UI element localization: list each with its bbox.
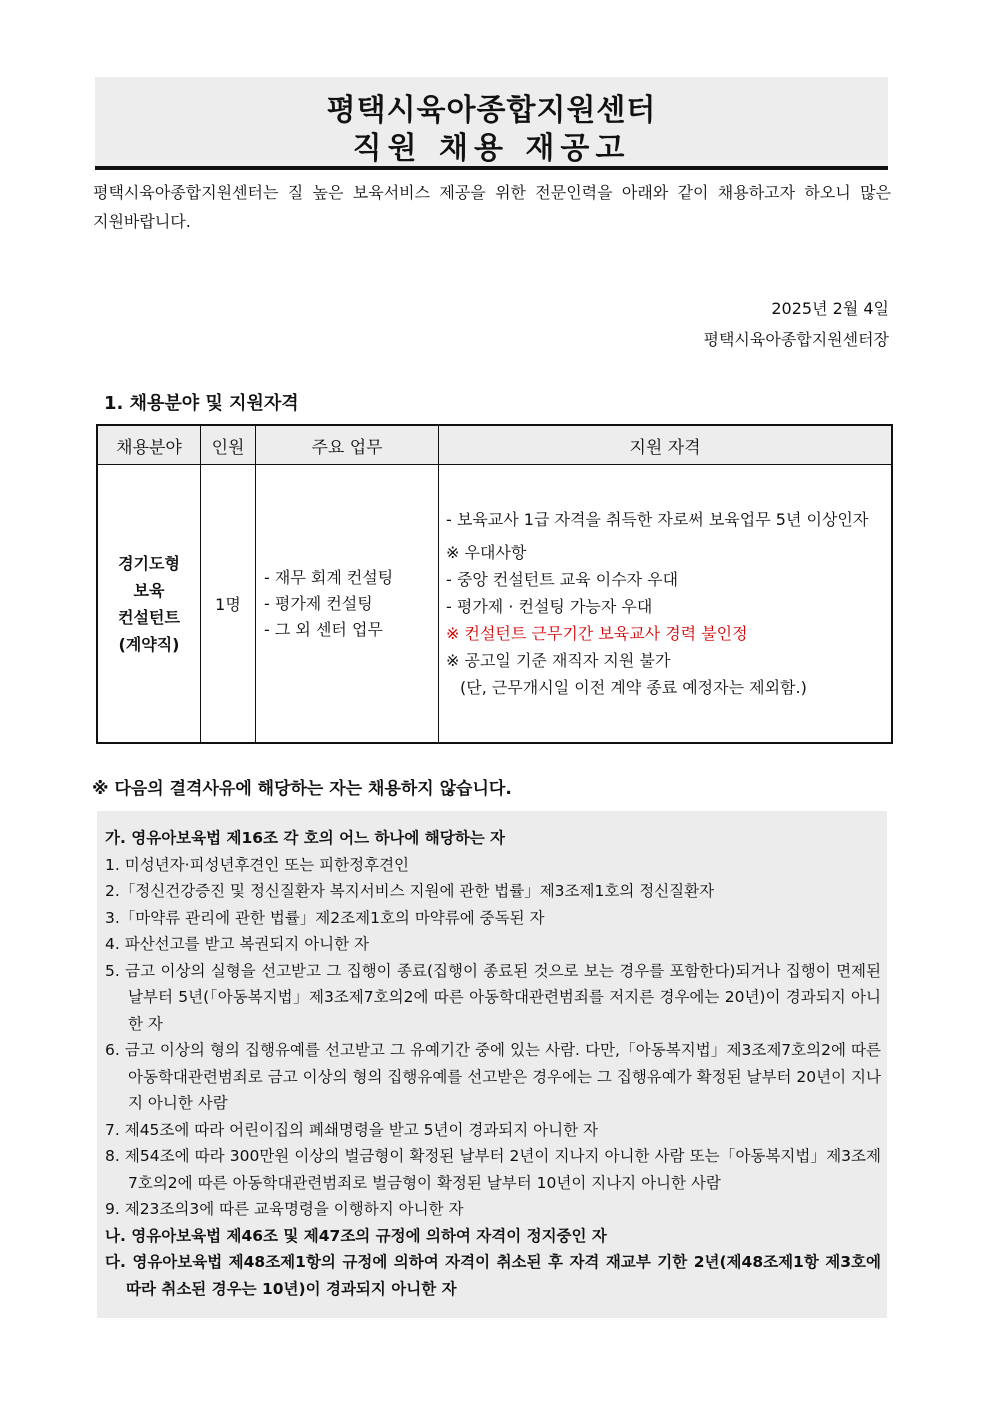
- duty-item: - 재무 회계 컨설팅: [264, 567, 394, 587]
- field-line: 컨설턴트: [118, 607, 180, 627]
- list-item: 2.「정신건강증진 및 정신질환자 복지서비스 지원에 관한 법률」제3조제1호의 정신질환자: [105, 882, 715, 900]
- list-item: 8. 제54조에 따라 300만원 이상의 벌금형이 확정된 날부터 2년이 지나지 아니한 사람 또는「아동복지법」제3조제7호의2에 따른 아동학대관련범죄로 벌금형이 확정된 날부터 10년이 지나지 아니한 사람: [105, 1147, 881, 1192]
- page-title: 평택시육아종합지원센터: [326, 93, 657, 128]
- header-field: 채용분야: [97, 425, 201, 465]
- qualification-item: ※ 공고일 기준 재직자 지원 불가: [446, 651, 671, 670]
- qualification-item: - 평가제 · 컨설팅 가능자 우대: [446, 597, 653, 616]
- field-line: (계약직): [118, 634, 180, 654]
- table-header-row: [97, 425, 892, 465]
- disqualification-title: ※ 다음의 결격사유에 해당하는 자는 채용하지 않습니다.: [92, 779, 512, 799]
- title-box: [95, 77, 888, 170]
- list-item: 7. 제45조에 따라 어린이집의 폐쇄명령을 받고 5년이 경과되지 아니한 자: [105, 1120, 598, 1139]
- header-duty: 주요 업무: [256, 425, 439, 465]
- qualification-item: - 중앙 컨설턴트 교육 이수자 우대: [446, 570, 679, 589]
- qualification-warning: ※ 컨설턴트 근무기간 보육교사 경력 불인정: [446, 624, 748, 643]
- list-item: 9. 제23조의3에 따른 교육명령을 이행하지 아니한 자: [105, 1200, 464, 1218]
- duty-item: - 평가제 컨설팅: [264, 593, 373, 613]
- disqualification-group-ga: 가. 영유아보육법 제16조 각 호의 어느 하나에 해당하는 자: [105, 829, 506, 847]
- disqualification-group-na: 나. 영유아보육법 제46조 및 제47조의 규정에 의하여 자격이 정지중인 자: [105, 1226, 607, 1245]
- field-line: 경기도형: [118, 553, 180, 573]
- qualification-cell: [439, 465, 893, 744]
- section-title: 1. 채용분야 및 지원자격: [104, 393, 299, 414]
- list-item: 5. 금고 이상의 실형을 선고받고 그 집행이 종료(집행이 종료된 것으로 보는 경우를 포함한다)되거나 집행이 면제된 날부터 5년(「아동복지법」제3조제7호의2에 따른 아동학대관련범죄를 저지른 경우에는 20년)이 경과되지 아니한 자: [105, 961, 881, 1033]
- page-subtitle: 직원 채용 재공고: [352, 131, 631, 166]
- list-item: 6. 금고 이상의 형의 집행유예를 선고받고 그 유예기간 중에 있는 사람. 다만,「아동복지법」제3조제7호의2에 따른 아동학대관련범죄로 금고 이상의 형의 집행유예를 선고받은 경우에는 그 집행유예가 확정된 날부터 20년이 지나지 아니한 사람: [105, 1041, 881, 1112]
- header-count: 인원: [201, 425, 256, 465]
- qualification-note: (단, 근무개시일 이전 계약 종료 예정자는 제외함.): [460, 678, 807, 697]
- qualification-item: - 보육교사 1급 자격을 취득한 자로써 보육업무 5년 이상인자: [446, 510, 869, 529]
- duty-cell: [256, 465, 439, 744]
- disqualification-group-da: 다. 영유아보육법 제48조제1항의 규정에 의하여 자격이 취소된 후 자격 재교부 기한 2년(제48조제1항 제3호에 따라 취소된 경우는 10년)이 경과되지 아니한 자: [105, 1253, 881, 1298]
- notice-date: 2025년 2월 4일: [771, 299, 889, 318]
- signer: 평택시육아종합지원센터장: [703, 330, 889, 349]
- count-cell: 1명: [201, 465, 256, 744]
- field-line: 보육: [133, 580, 165, 600]
- header-qualification: 지원 자격: [439, 425, 893, 465]
- list-item: 4. 파산선고를 받고 복권되지 아니한 자: [105, 935, 370, 953]
- duty-item: - 그 외 센터 업무: [264, 619, 383, 639]
- field-cell: [97, 465, 201, 744]
- intro-paragraph: 평택시육아종합지원센터는 질 높은 보육서비스 제공을 위한 전문인력을 아래와 같이 채용하고자 하오니 많은 지원바랍니다.: [93, 183, 891, 231]
- disqualification-box: [97, 811, 887, 1318]
- list-item: 3.「마약류 관리에 관한 법률」제2조제1호의 마약류에 중독된 자: [105, 908, 545, 927]
- qualification-item: ※ 우대사항: [446, 543, 527, 562]
- list-item: 1. 미성년자·피성년후견인 또는 피한정후견인: [105, 855, 410, 874]
- recruitment-table: [96, 424, 893, 744]
- table-row: [97, 465, 892, 744]
